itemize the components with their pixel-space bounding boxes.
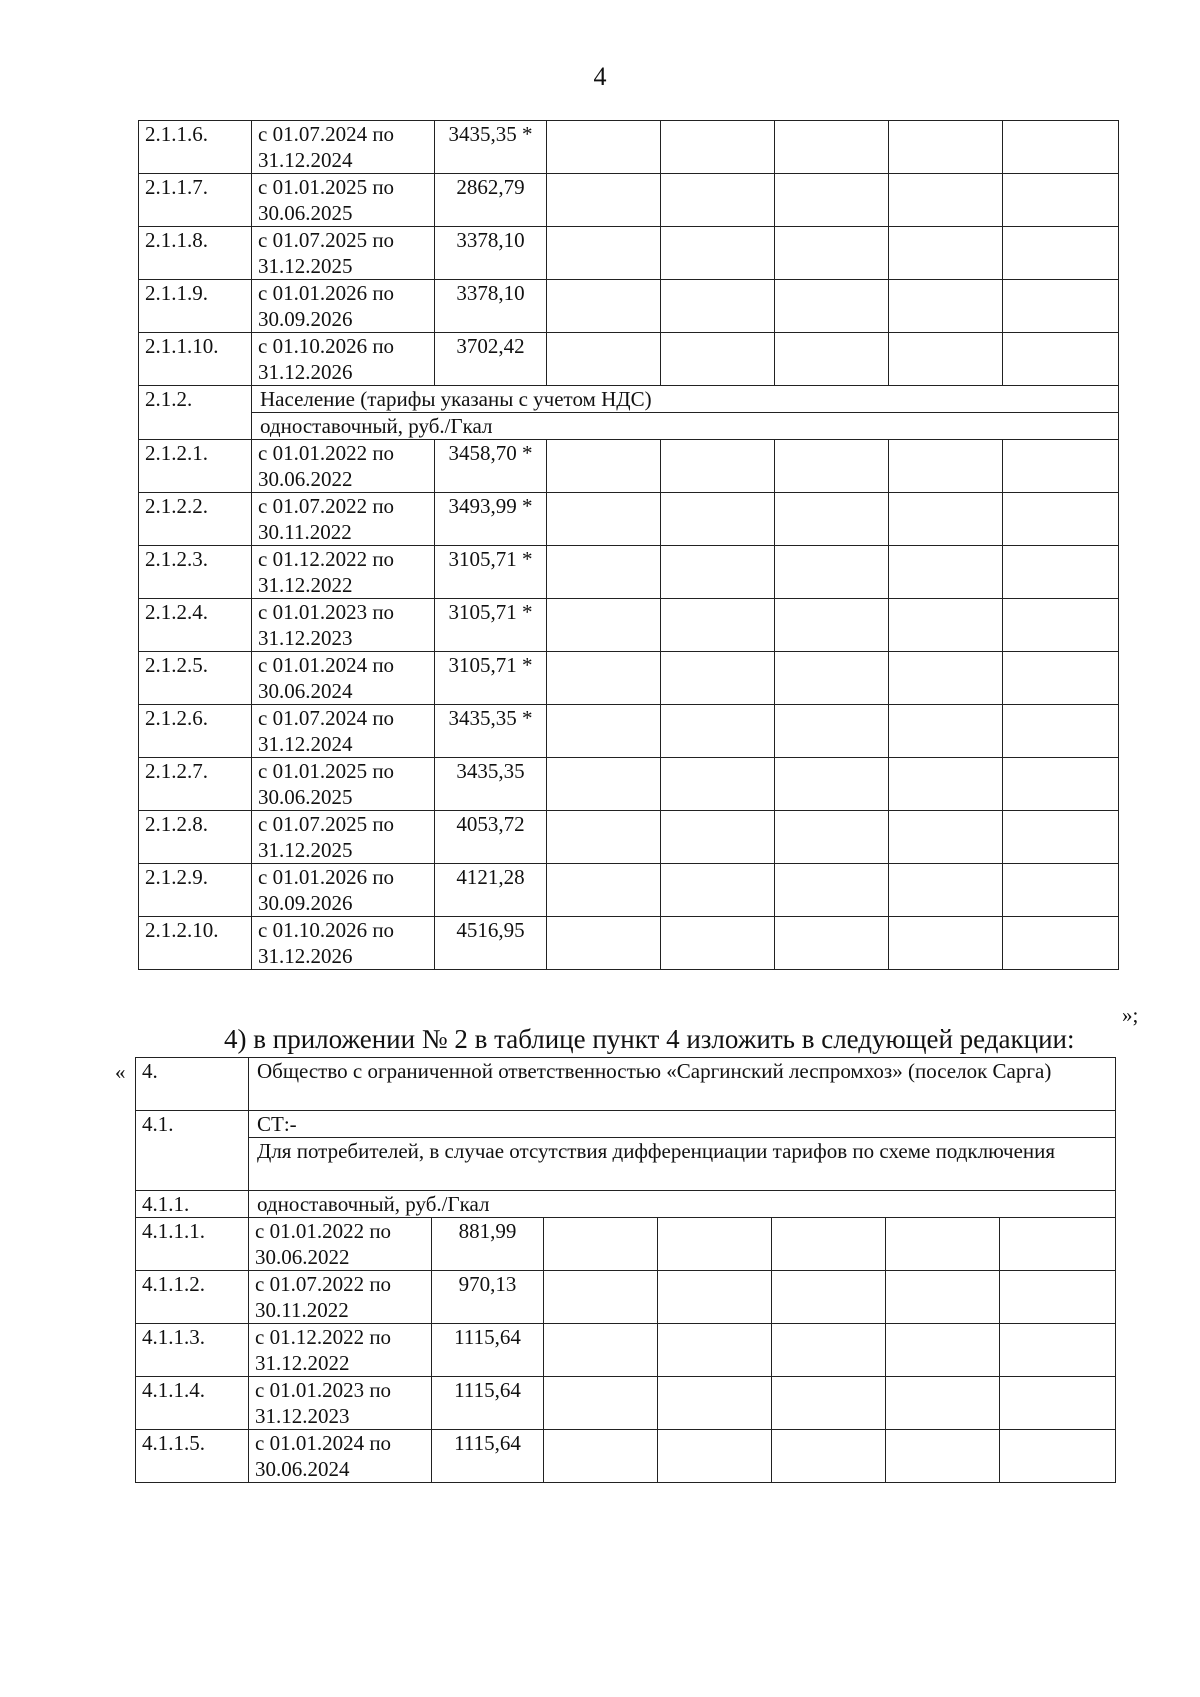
empty-cell <box>889 174 1003 227</box>
instruction-text: 4) в приложении № 2 в таблице пункт 4 изложить в следующей редакции: <box>224 1024 1075 1054</box>
empty-cell <box>661 652 775 705</box>
table-row <box>136 1430 1116 1483</box>
empty-cell <box>1003 174 1119 227</box>
empty-cell <box>889 917 1003 970</box>
row-number: 2.1.1.8. <box>139 227 252 280</box>
empty-cell <box>772 1271 886 1324</box>
empty-cell <box>775 121 889 174</box>
empty-cell <box>544 1324 658 1377</box>
empty-cell <box>661 546 775 599</box>
empty-cell <box>775 280 889 333</box>
row-value: 3435,35 <box>435 758 547 811</box>
empty-cell <box>1003 599 1119 652</box>
table-row <box>136 1271 1116 1324</box>
empty-cell <box>544 1271 658 1324</box>
row-value: 3435,35 * <box>435 121 547 174</box>
empty-cell <box>1003 705 1119 758</box>
row-value: 3435,35 * <box>435 705 547 758</box>
empty-cell <box>889 121 1003 174</box>
row-value: 3378,10 <box>435 280 547 333</box>
empty-cell <box>661 440 775 493</box>
empty-cell <box>775 333 889 386</box>
row-number: 2.1.1.6. <box>139 121 252 174</box>
row-value: 2862,79 <box>435 174 547 227</box>
empty-cell <box>775 811 889 864</box>
empty-cell <box>547 546 661 599</box>
empty-cell <box>1003 121 1119 174</box>
st-number: 4.1. <box>136 1111 249 1191</box>
row-period: с 01.01.2023 по 31.12.2023 <box>252 599 435 652</box>
table-row <box>139 227 1119 280</box>
row-period: с 01.07.2025 по 31.12.2025 <box>252 811 435 864</box>
row-number: 2.1.1.10. <box>139 333 252 386</box>
empty-cell <box>661 811 775 864</box>
empty-cell <box>886 1430 1000 1483</box>
empty-cell <box>658 1377 772 1430</box>
table-row <box>139 333 1119 386</box>
st-label: СТ:- <box>249 1111 1116 1138</box>
empty-cell <box>544 1430 658 1483</box>
row-number: 2.1.1.9. <box>139 280 252 333</box>
table-row <box>136 1218 1116 1271</box>
empty-cell <box>889 227 1003 280</box>
row-value: 3378,10 <box>435 227 547 280</box>
row-number: 4.1.1.1. <box>136 1218 249 1271</box>
table-row <box>139 599 1119 652</box>
empty-cell <box>1003 917 1119 970</box>
empty-cell <box>772 1324 886 1377</box>
row-number: 2.1.2.10. <box>139 917 252 970</box>
empty-cell <box>547 333 661 386</box>
empty-cell <box>889 758 1003 811</box>
row-number: 2.1.2.2. <box>139 493 252 546</box>
row-number: 4.1.1.2. <box>136 1271 249 1324</box>
page-number: 4 <box>593 62 607 91</box>
empty-cell <box>1000 1324 1116 1377</box>
empty-cell <box>661 864 775 917</box>
empty-cell <box>775 864 889 917</box>
row-value: 3458,70 * <box>435 440 547 493</box>
empty-cell <box>547 174 661 227</box>
empty-cell <box>772 1377 886 1430</box>
empty-cell <box>547 758 661 811</box>
table-row <box>139 440 1119 493</box>
empty-cell <box>1000 1271 1116 1324</box>
table-row <box>139 864 1119 917</box>
empty-cell <box>547 227 661 280</box>
row-period: с 01.01.2023 по 31.12.2023 <box>249 1377 432 1430</box>
row-period: с 01.12.2022 по 31.12.2022 <box>249 1324 432 1377</box>
row-period: с 01.07.2025 по 31.12.2025 <box>252 227 435 280</box>
sub-label: одноставочный, руб./Гкал <box>249 1191 1116 1218</box>
empty-cell <box>544 1218 658 1271</box>
row-period: с 01.01.2026 по 30.09.2026 <box>252 864 435 917</box>
row-period: с 01.01.2025 по 30.06.2025 <box>252 174 435 227</box>
row-period: с 01.01.2025 по 30.06.2025 <box>252 758 435 811</box>
empty-cell <box>1003 652 1119 705</box>
table-row <box>136 1324 1116 1377</box>
empty-cell <box>775 652 889 705</box>
empty-cell <box>547 652 661 705</box>
section-number: 2.1.2. <box>139 386 252 440</box>
empty-cell <box>889 652 1003 705</box>
empty-cell <box>889 333 1003 386</box>
tariff-table-4 <box>135 1057 1116 1483</box>
empty-cell <box>547 864 661 917</box>
empty-cell <box>547 121 661 174</box>
section-title: Население (тарифы указаны с учетом НДС) <box>252 386 1119 413</box>
row-number: 2.1.2.1. <box>139 440 252 493</box>
tariff-table-2-1 <box>138 120 1119 970</box>
row-value: 4516,95 <box>435 917 547 970</box>
empty-cell <box>1003 440 1119 493</box>
row-period: с 01.01.2022 по 30.06.2022 <box>249 1218 432 1271</box>
empty-cell <box>547 811 661 864</box>
st-note: Для потребителей, в случае отсутствия дифференциации тарифов по схеме подключения <box>249 1138 1116 1191</box>
empty-cell <box>889 599 1003 652</box>
row-number: 2.1.2.3. <box>139 546 252 599</box>
empty-cell <box>772 1218 886 1271</box>
empty-cell <box>547 493 661 546</box>
empty-cell <box>661 227 775 280</box>
empty-cell <box>886 1324 1000 1377</box>
empty-cell <box>1003 493 1119 546</box>
section-subtitle: одноставочный, руб./Гкал <box>252 413 1119 440</box>
row-number: 2.1.1.7. <box>139 174 252 227</box>
empty-cell <box>1003 280 1119 333</box>
empty-cell <box>775 546 889 599</box>
org-number: 4. <box>136 1058 249 1111</box>
table-row <box>139 705 1119 758</box>
empty-cell <box>775 705 889 758</box>
empty-cell <box>886 1377 1000 1430</box>
empty-cell <box>889 546 1003 599</box>
empty-cell <box>1003 227 1119 280</box>
row-period: с 01.07.2024 по 31.12.2024 <box>252 705 435 758</box>
empty-cell <box>886 1271 1000 1324</box>
row-value: 1115,64 <box>432 1377 544 1430</box>
empty-cell <box>1000 1430 1116 1483</box>
row-period: с 01.01.2022 по 30.06.2022 <box>252 440 435 493</box>
row-number: 2.1.2.7. <box>139 758 252 811</box>
org-name: Общество с ограниченной ответственностью «Саргинский леспромхоз» (поселок Сарга) <box>249 1058 1116 1111</box>
row-period: с 01.07.2022 по 30.11.2022 <box>249 1271 432 1324</box>
empty-cell <box>889 705 1003 758</box>
empty-cell <box>658 1324 772 1377</box>
sub-number: 4.1.1. <box>136 1191 249 1218</box>
empty-cell <box>775 493 889 546</box>
table-row <box>139 121 1119 174</box>
empty-cell <box>775 599 889 652</box>
empty-cell <box>1003 864 1119 917</box>
empty-cell <box>889 864 1003 917</box>
empty-cell <box>775 917 889 970</box>
row-value: 970,13 <box>432 1271 544 1324</box>
row-period: с 01.01.2026 по 30.09.2026 <box>252 280 435 333</box>
empty-cell <box>658 1430 772 1483</box>
empty-cell <box>775 440 889 493</box>
table-row <box>139 917 1119 970</box>
row-number: 2.1.2.5. <box>139 652 252 705</box>
row-number: 2.1.2.9. <box>139 864 252 917</box>
empty-cell <box>775 174 889 227</box>
row-number: 4.1.1.3. <box>136 1324 249 1377</box>
empty-cell <box>1003 546 1119 599</box>
empty-cell <box>1003 333 1119 386</box>
empty-cell <box>661 121 775 174</box>
empty-cell <box>658 1218 772 1271</box>
empty-cell <box>1000 1377 1116 1430</box>
table-row <box>139 280 1119 333</box>
empty-cell <box>661 493 775 546</box>
empty-cell <box>889 493 1003 546</box>
empty-cell <box>658 1271 772 1324</box>
table-row <box>139 652 1119 705</box>
closing-quote: »; <box>1122 1003 1139 1027</box>
table-row <box>139 811 1119 864</box>
row-period: с 01.07.2024 по 31.12.2024 <box>252 121 435 174</box>
empty-cell <box>661 917 775 970</box>
row-number: 4.1.1.5. <box>136 1430 249 1483</box>
empty-cell <box>547 917 661 970</box>
row-value: 3105,71 * <box>435 546 547 599</box>
empty-cell <box>775 227 889 280</box>
empty-cell <box>661 599 775 652</box>
table-row <box>139 174 1119 227</box>
empty-cell <box>547 440 661 493</box>
empty-cell <box>1003 758 1119 811</box>
row-period: с 01.01.2024 по 30.06.2024 <box>252 652 435 705</box>
empty-cell <box>547 705 661 758</box>
row-number: 2.1.2.4. <box>139 599 252 652</box>
table-row <box>139 546 1119 599</box>
empty-cell <box>661 758 775 811</box>
table-row <box>139 493 1119 546</box>
empty-cell <box>889 811 1003 864</box>
row-value: 3702,42 <box>435 333 547 386</box>
empty-cell <box>544 1377 658 1430</box>
row-period: с 01.10.2026 по 31.12.2026 <box>252 917 435 970</box>
empty-cell <box>547 280 661 333</box>
empty-cell <box>1003 811 1119 864</box>
row-number: 2.1.2.8. <box>139 811 252 864</box>
empty-cell <box>889 440 1003 493</box>
row-value: 4121,28 <box>435 864 547 917</box>
row-number: 2.1.2.6. <box>139 705 252 758</box>
empty-cell <box>661 333 775 386</box>
row-period: с 01.01.2024 по 30.06.2024 <box>249 1430 432 1483</box>
empty-cell <box>661 174 775 227</box>
row-value: 3105,71 * <box>435 652 547 705</box>
table-row <box>136 1377 1116 1430</box>
row-value: 3105,71 * <box>435 599 547 652</box>
row-number: 4.1.1.4. <box>136 1377 249 1430</box>
row-value: 881,99 <box>432 1218 544 1271</box>
row-value: 4053,72 <box>435 811 547 864</box>
empty-cell <box>886 1218 1000 1271</box>
empty-cell <box>889 280 1003 333</box>
row-value: 1115,64 <box>432 1324 544 1377</box>
opening-quote: « <box>115 1060 126 1084</box>
empty-cell <box>547 599 661 652</box>
table-row <box>139 758 1119 811</box>
row-period: с 01.10.2026 по 31.12.2026 <box>252 333 435 386</box>
empty-cell <box>775 758 889 811</box>
row-period: с 01.07.2022 по 30.11.2022 <box>252 493 435 546</box>
row-period: с 01.12.2022 по 31.12.2022 <box>252 546 435 599</box>
row-value: 1115,64 <box>432 1430 544 1483</box>
empty-cell <box>772 1430 886 1483</box>
row-value: 3493,99 * <box>435 493 547 546</box>
empty-cell <box>661 280 775 333</box>
empty-cell <box>1000 1218 1116 1271</box>
empty-cell <box>661 705 775 758</box>
